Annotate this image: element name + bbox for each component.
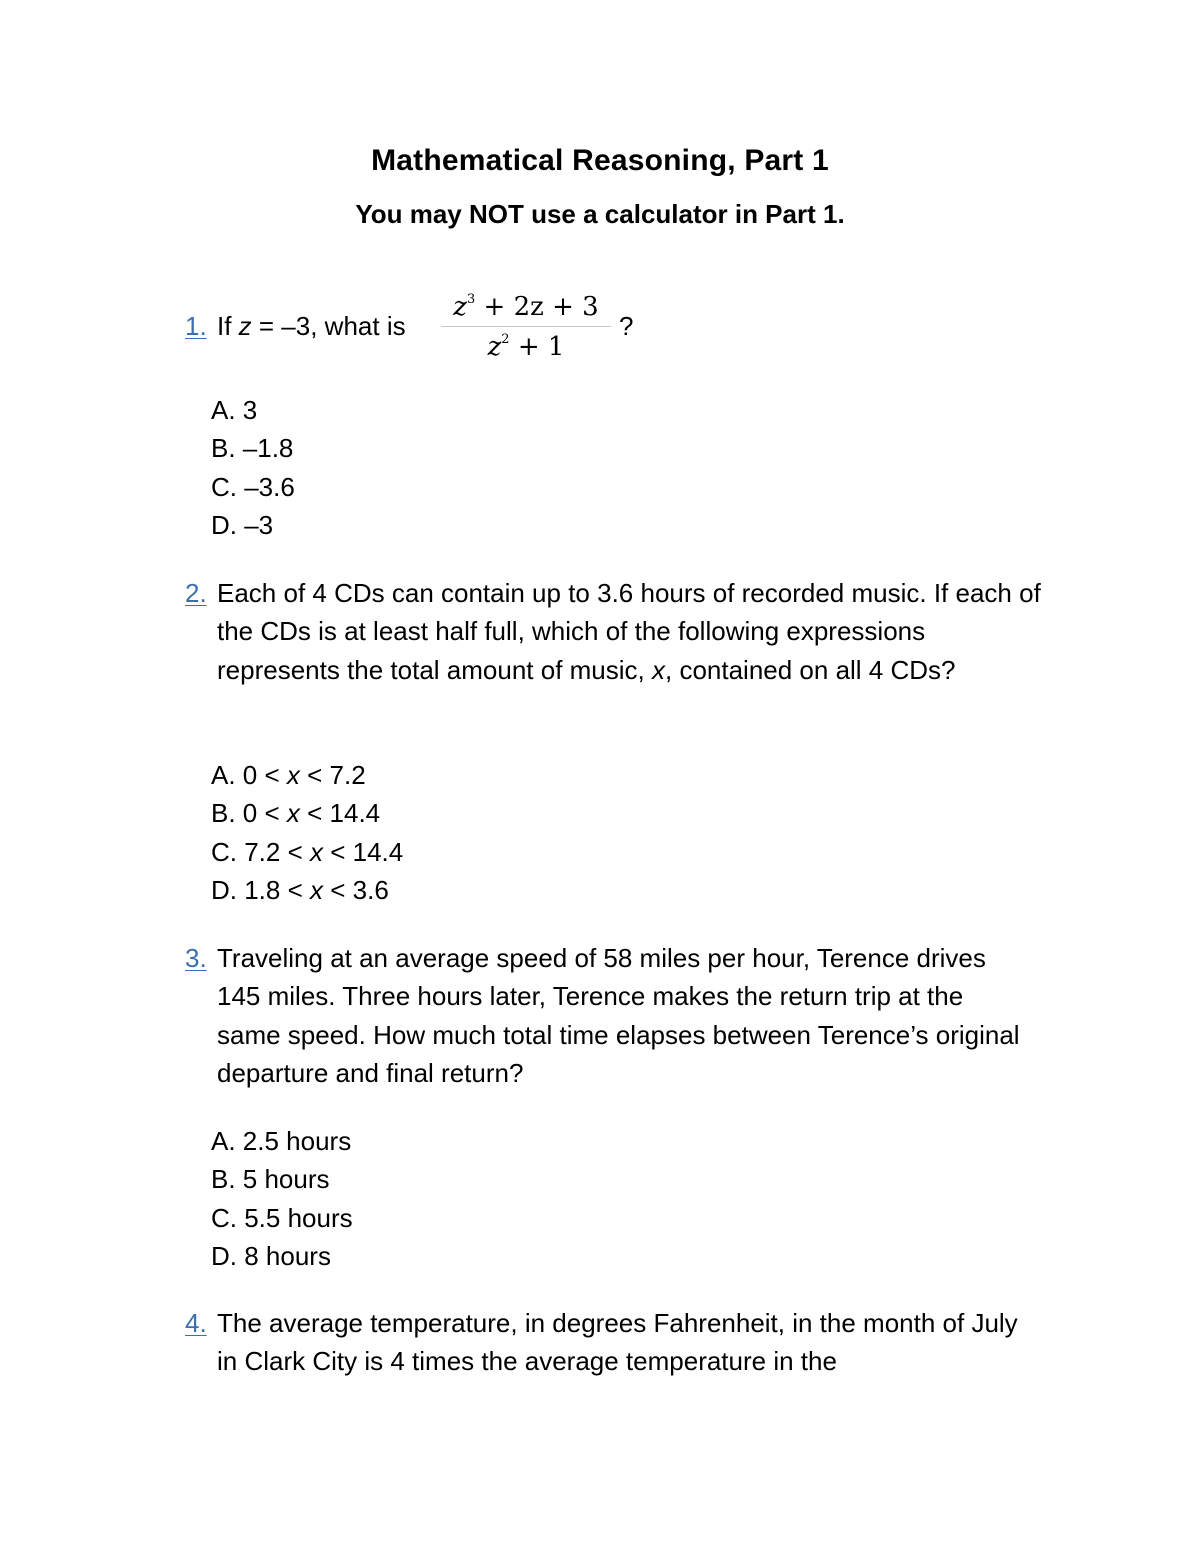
question-1-option: C. –3.6 bbox=[211, 471, 295, 502]
question-3-option: B. 5 hours bbox=[211, 1164, 330, 1195]
question-2-number[interactable]: 2. bbox=[185, 578, 207, 608]
question-3-option: C. 5.5 hours bbox=[211, 1202, 353, 1233]
question-2-option: C. 7.2 < x < 14.4 bbox=[211, 836, 404, 867]
question-1-option: D. –3 bbox=[211, 509, 274, 540]
question-1-options bbox=[211, 391, 295, 544]
question-1-number[interactable]: 1. bbox=[185, 311, 207, 341]
question-3-option: D. 8 hours bbox=[211, 1240, 331, 1271]
question-2-option: A. 0 < x < 7.2 bbox=[211, 760, 366, 790]
question-1-text: If z = –3, what is bbox=[217, 311, 406, 341]
question-4-text: The average temperature, in degrees Fahrenheit, in the month of July in Clark City is 4 times the average temperature in the bbox=[217, 1308, 1018, 1377]
question-3-options bbox=[211, 1122, 353, 1275]
page-title: Mathematical Reasoning, Part 1 bbox=[371, 144, 829, 177]
calculator-notice: You may NOT use a calculator in Part 1. bbox=[355, 199, 845, 229]
question-2-options bbox=[211, 756, 403, 909]
question-2-text: Each of 4 CDs can contain up to 3.6 hours of recorded music. If each of the CDs is at least half full, which of the following expressions represents the total amount of music, x, contained on all 4 CDs? bbox=[217, 578, 1041, 685]
question-3-option: A. 2.5 hours bbox=[211, 1126, 352, 1156]
fraction-denominator: $z^2 + 1$ bbox=[487, 332, 565, 362]
question-2-option: B. 0 < x < 14.4 bbox=[211, 798, 381, 829]
fraction-bar bbox=[441, 326, 611, 327]
question-3-text: Traveling at an average speed of 58 miles per hour, Terence drives 145 miles. Three hours later, Terence makes the return trip at the same speed. How much total time elapses between Terence’s original departure and final return? bbox=[217, 943, 1020, 1088]
question-2-option: D. 1.8 < x < 3.6 bbox=[211, 874, 389, 905]
question-1-fraction bbox=[441, 290, 611, 364]
question-1-mark: ? bbox=[619, 311, 634, 341]
question-1-option: A. 3 bbox=[211, 395, 258, 425]
fraction-numerator: $z^3 + 2z + 3$ bbox=[453, 292, 599, 322]
question-4-number[interactable]: 4. bbox=[185, 1308, 207, 1338]
question-3-number[interactable]: 3. bbox=[185, 943, 207, 973]
question-1-option: B. –1.8 bbox=[211, 433, 294, 464]
